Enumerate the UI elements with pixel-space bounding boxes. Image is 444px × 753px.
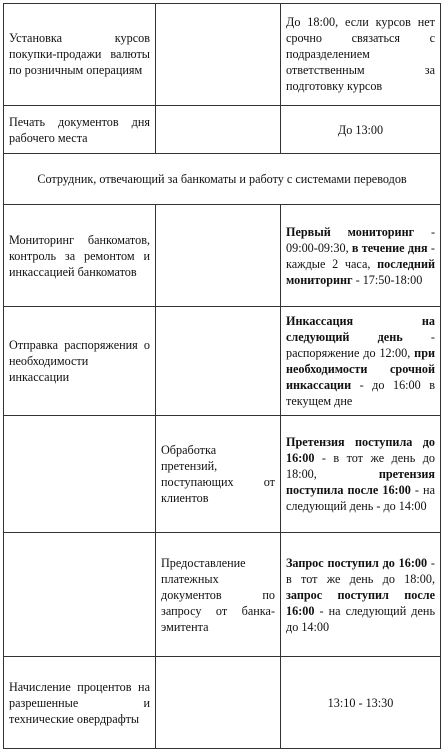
deadline-bold-text: претензия поступила после 16:00 [286, 467, 435, 498]
deadline-cell [281, 533, 441, 657]
deadline-text: - 09:00-09:30, [286, 224, 435, 255]
task-cell: Мониторинг банкоматов, контроль за ремонтом и инкассацией банкоматов [4, 205, 156, 307]
subtask-cell [156, 105, 281, 154]
table-row [4, 415, 441, 533]
task-cell [4, 415, 156, 533]
task-cell: Печать документов дня рабочего места [4, 105, 156, 154]
deadline-bold-text: Запрос поступил до 16:00 [286, 555, 428, 570]
deadline-cell [281, 415, 441, 533]
deadline-text: До 18:00, если курсов нет срочно связаться с подразделением ответственным за подготовку курсов [286, 15, 435, 94]
deadline-bold-text: Претензия поступила до 16:00 [286, 435, 435, 466]
task-cell: Начисление процентов на разрешенные и технические овердрафты [4, 657, 156, 749]
subtask-cell [156, 657, 281, 749]
deadline-text: До 13:00 [337, 122, 384, 137]
table-row [4, 657, 441, 749]
deadline-bold-text: в течение дня [351, 240, 428, 255]
deadline-text: - на следующий день до 14:00 [286, 603, 435, 634]
deadline-text: - каждые 2 часа, [286, 240, 435, 271]
table-row [4, 205, 441, 307]
subtask-cell: Обработка претензий, поступающих от клиентов [156, 415, 281, 533]
task-cell [4, 533, 156, 657]
deadline-text: - на следующий день - до 14:00 [286, 483, 435, 514]
deadline-text: - в тот же день до 18:00, [286, 555, 435, 586]
task-cell: Установка курсов покупки-продажи валюты по розничным операциям [4, 4, 156, 106]
deadline-text: - 17:50-18:00 [352, 272, 423, 287]
table-row [4, 4, 441, 106]
subtask-cell [156, 205, 281, 307]
section-row [4, 154, 441, 205]
deadline-bold-text: Инкассация на следующий день [286, 313, 435, 344]
deadline-bold-text: при необходимости срочной инкассации [286, 345, 435, 392]
section-heading: Сотрудник, отвечающий за банкоматы и работу с системами переводов [4, 154, 441, 205]
deadline-cell [281, 205, 441, 307]
schedule-table [3, 3, 441, 749]
deadline-text: 13:10 - 13:30 [327, 695, 394, 710]
deadline-text: - в тот же день до 18:00, [286, 451, 435, 482]
table-row [4, 533, 441, 657]
deadline-text: - до 16:00 в текущем дне [286, 377, 435, 408]
deadline-text: - распоряжение до 12:00, [286, 329, 435, 360]
deadline-bold-text: Первый мониторинг [286, 224, 415, 239]
deadline-bold-text: последний мониторинг [286, 256, 435, 287]
subtask-cell: Предоставление платежных документов по запросу от банка-эмитента [156, 533, 281, 657]
subtask-cell [156, 306, 281, 415]
deadline-cell [281, 4, 441, 106]
deadline-cell [281, 105, 441, 154]
deadline-bold-text: запрос поступил после 16:00 [286, 587, 435, 618]
deadline-cell [281, 657, 441, 749]
subtask-cell [156, 4, 281, 106]
table-row [4, 306, 441, 415]
schedule-body [4, 4, 441, 749]
table-row [4, 105, 441, 154]
task-cell: Отправка распоряжения о необходимости инкассации [4, 306, 156, 415]
deadline-cell [281, 306, 441, 415]
